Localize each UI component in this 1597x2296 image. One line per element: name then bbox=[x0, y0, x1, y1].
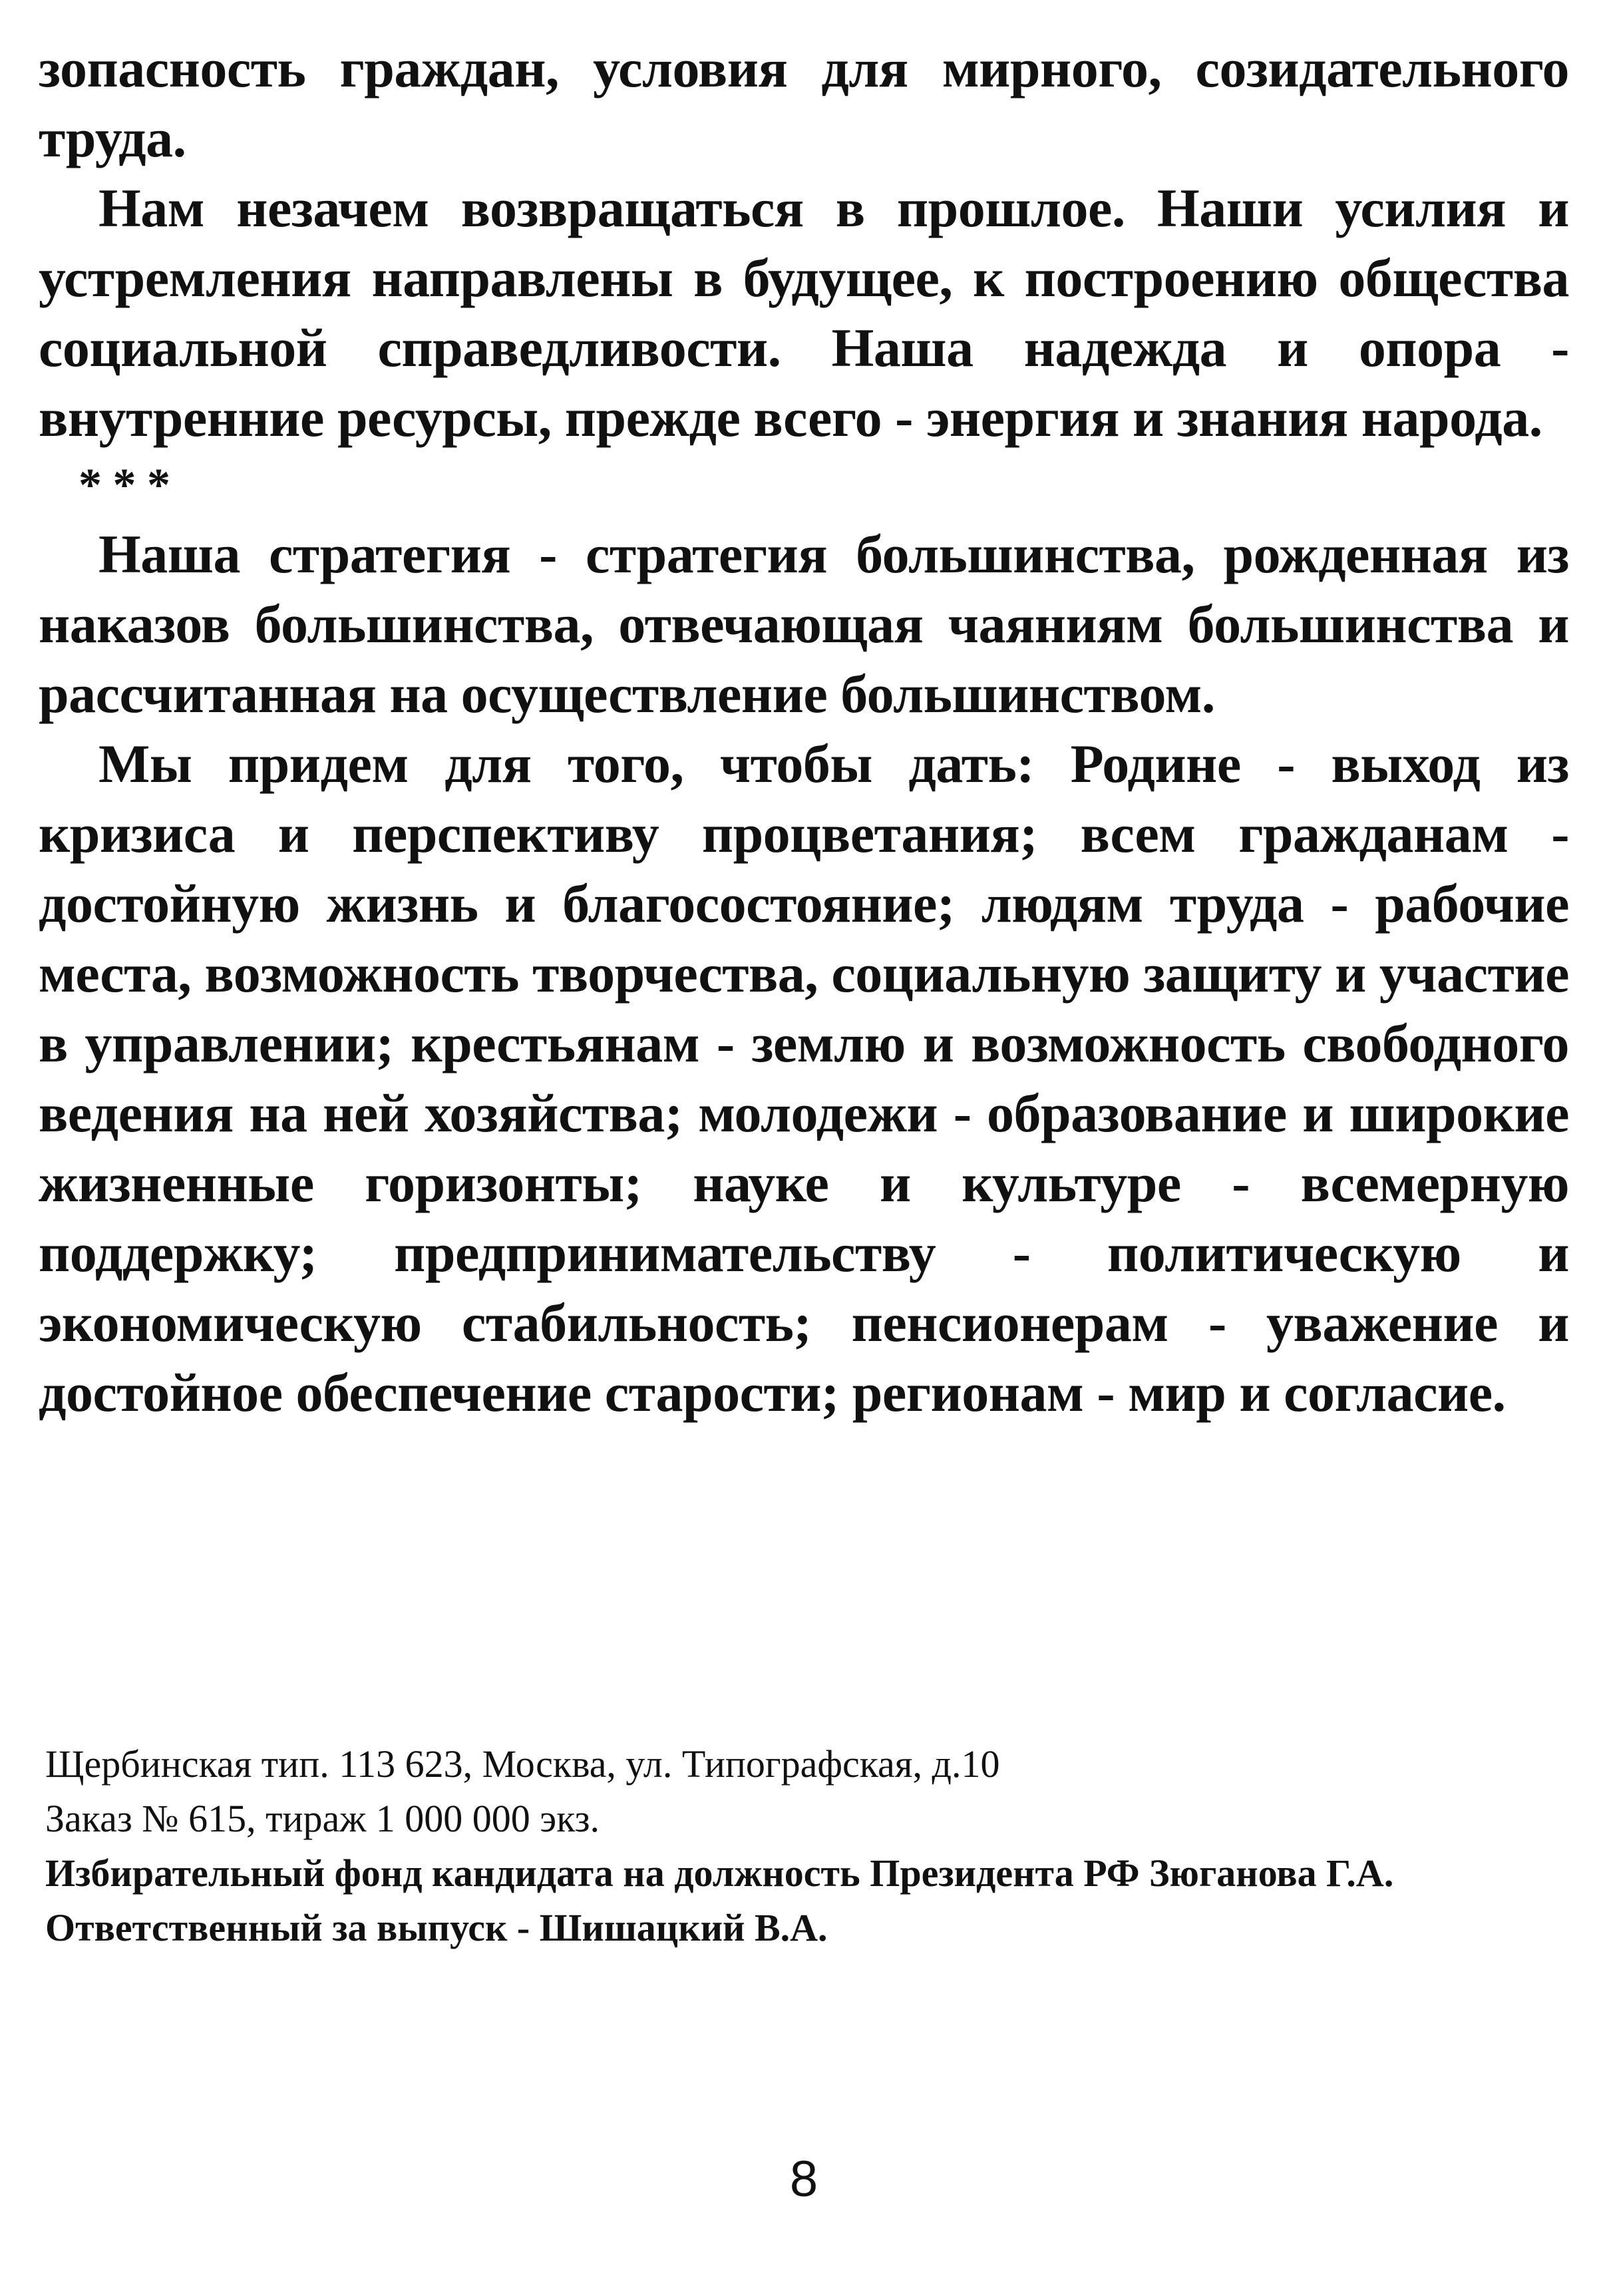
section-separator: * * * bbox=[79, 460, 170, 511]
body-text bbox=[39, 33, 1569, 1428]
paragraph-future: Нам незачем возвращаться в прошлое. Наши усилия и устремления направлены в будущее, к построению общества социальной справедливости. Наша надежда и опора - внутренние ресурсы, прежде всего - энергия и знания народа. bbox=[39, 178, 1569, 448]
imprint-fund: Избирательный фонд кандидата на должность Президента РФ Зюганова Г.А. bbox=[45, 1851, 1394, 1895]
imprint-order: Заказ № 615, тираж 1 000 000 экз. bbox=[45, 1797, 600, 1840]
imprint-printer: Щербинская тип. 113 623, Москва, ул. Типографская, д.10 bbox=[45, 1742, 1000, 1786]
imprint-block bbox=[45, 1737, 1562, 1955]
document-page bbox=[39, 33, 1569, 2269]
paragraph-continuation: зопасность граждан, условия для мирного, созидательного труда. bbox=[39, 38, 1569, 168]
imprint-responsible: Ответственный за выпуск - Шишацкий В.А. bbox=[45, 1906, 828, 1949]
page-number: 8 bbox=[789, 2151, 818, 2207]
paragraph-strategy: Наша стратегия - стратегия большинства, рожденная из наказов большинства, отвечающая чаяниям большинства и рассчитанная на осуществление большинством. bbox=[39, 524, 1569, 724]
paragraph-promises: Мы придем для того, чтобы дать: Родине - выход из кризиса и перспективу процветания; всем гражданам - достойную жизнь и благосостояние; людям труда - рабочие места, возможность творчества, социальную защиту и участие в управлении; крестьянам - землю и возможность свободного ведения на ней хозяйства; молодежи - образование и широкие жизненные горизонты; науке и культуре - всемерную поддержку; предпринимательству - политическую и экономическую стабильность; пенсионерам - уважение и достойное обеспечение старости; регионам - мир и согласие. bbox=[39, 733, 1569, 1423]
